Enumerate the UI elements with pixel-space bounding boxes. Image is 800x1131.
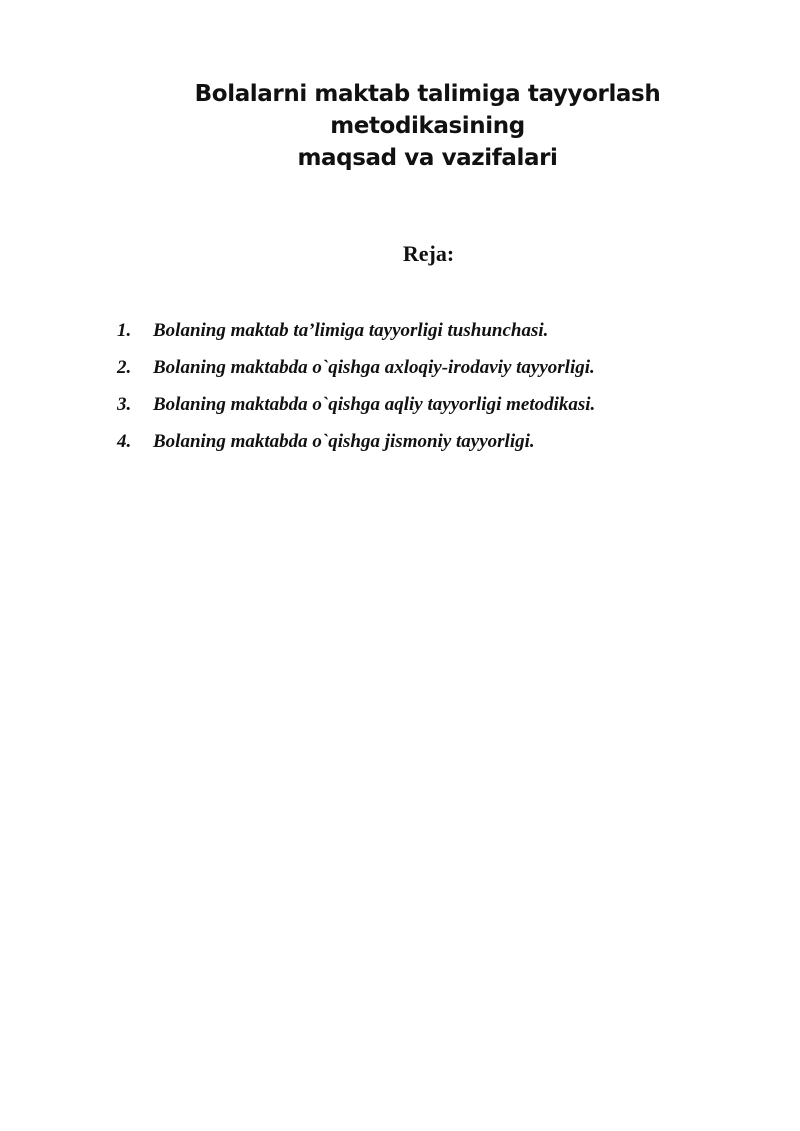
title-line-2: maqsad va vazifalari xyxy=(297,145,558,171)
plan-item-text: Bolaning maktabda o`qishga jismoniy tayyorligi. xyxy=(153,431,535,452)
plan-list xyxy=(117,312,595,460)
document-title xyxy=(100,78,755,174)
plan-item-text: Bolaning maktab ta’limiga tayyorligi tushunchasi. xyxy=(153,320,549,341)
plan-item-number: 1. xyxy=(117,320,132,341)
plan-item-3 xyxy=(117,386,595,423)
plan-item-1 xyxy=(117,312,595,349)
plan-item-4 xyxy=(117,423,595,460)
title-line-1: Bolalarni maktab talimiga tayyorlash metodikasining xyxy=(194,81,661,139)
plan-item-text: Bolaning maktabda o`qishga axloqiy-irodaviy tayyorligi. xyxy=(153,357,595,378)
plan-heading: Reja: xyxy=(402,241,455,266)
plan-item-2 xyxy=(117,349,595,386)
plan-item-number: 2. xyxy=(117,357,132,378)
plan-item-text: Bolaning maktabda o`qishga aqliy tayyorligi metodikasi. xyxy=(153,394,596,415)
plan-item-number: 4. xyxy=(117,431,132,452)
plan-item-number: 3. xyxy=(117,394,132,415)
